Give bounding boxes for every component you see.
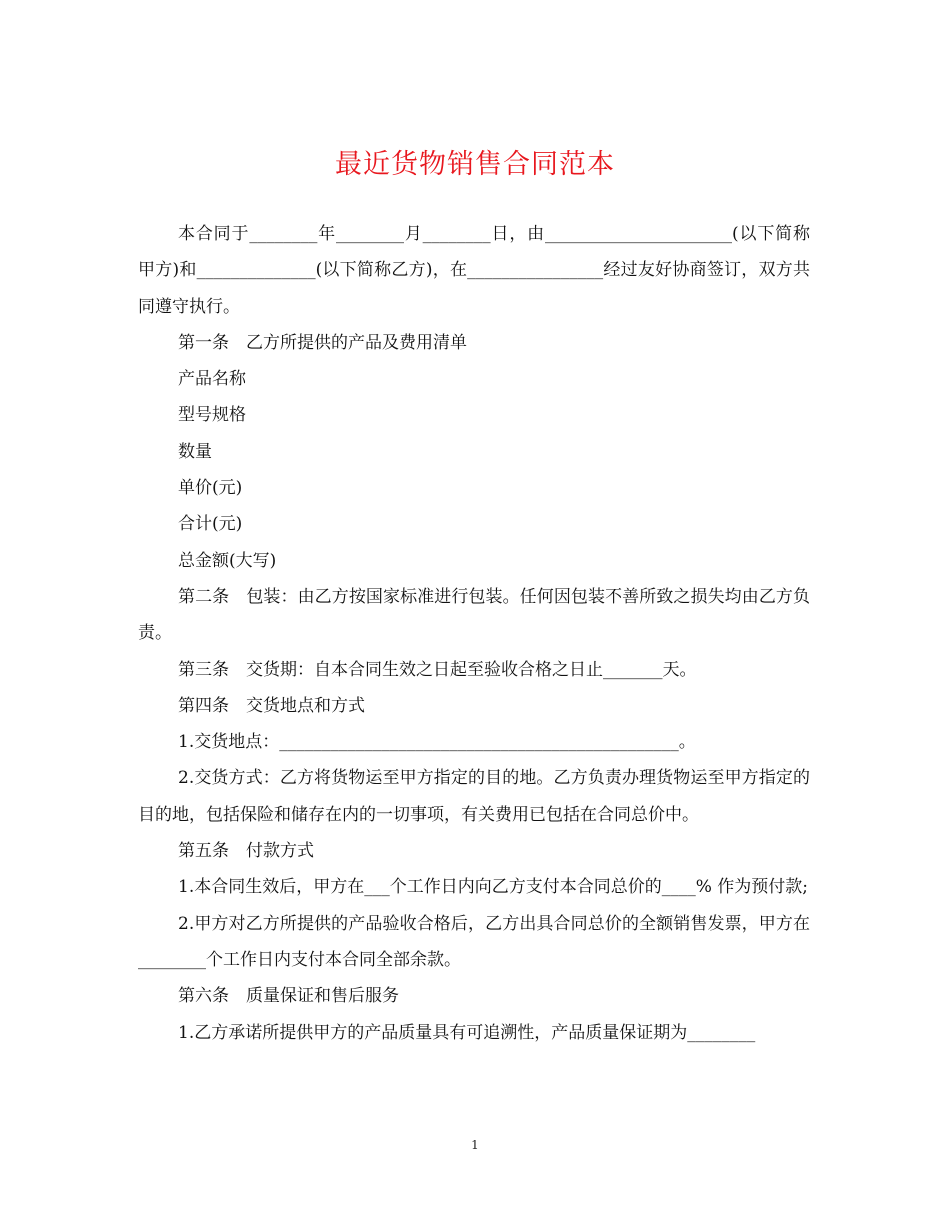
paragraph-article-3: 第三条 交货期：自本合同生效之日起至验收合格之日止_______天。 (178, 659, 697, 680)
paragraph-preamble: 本合同于________年________月________日，由______________________(以下简称甲方)和______________(以下简称乙方)，在________________经过友好协商签订，双方共同遵守执行。 (138, 224, 810, 317)
document-body (138, 216, 810, 1051)
paragraph-quality-1: 1.乙方承诺所提供甲方的产品质量具有可追溯性，产品质量保证期为________ (178, 1022, 756, 1043)
paragraph-payment-1: 1.本合同生效后，甲方在___个工作日内向乙方支付本合同总价的____% 作为预付款; (178, 877, 809, 898)
paragraph-article-1: 第一条 乙方所提供的产品及费用清单 (178, 332, 467, 353)
paragraph-payment-2: 2.甲方对乙方所提供的产品验收合格后，乙方出具合同总价的全额销售发票，甲方在________个工作日内支付本合同全部余款。 (138, 913, 810, 970)
paragraph-unit-price: 单价(元) (178, 478, 243, 499)
paragraph-article-6: 第六条 质量保证和售后服务 (178, 986, 399, 1007)
paragraph-total-amount: 总金额(大写) (178, 550, 277, 571)
paragraph-product-name: 产品名称 (178, 369, 246, 390)
paragraph-delivery-method: 2.交货方式：乙方将货物运至甲方指定的目的地。乙方负责办理货物运至甲方指定的目的地，包括保险和储存在内的一切事项，有关费用已包括在合同总价中。 (138, 768, 810, 825)
paragraph-quantity: 数量 (178, 441, 212, 462)
page-number: 1 (471, 1138, 479, 1152)
paragraph-delivery-place: 1.交货地点：_______________________________________________。 (178, 732, 696, 753)
paragraph-article-5: 第五条 付款方式 (178, 841, 314, 862)
document-title: 最近货物销售合同范本 (335, 149, 615, 180)
paragraph-article-4: 第四条 交货地点和方式 (178, 695, 365, 716)
paragraph-subtotal: 合计(元) (178, 514, 243, 535)
paragraph-model-spec: 型号规格 (178, 405, 246, 426)
paragraph-article-2: 第二条 包装：由乙方按国家标准进行包装。任何因包装不善所致之损失均由乙方负责。 (138, 586, 810, 644)
